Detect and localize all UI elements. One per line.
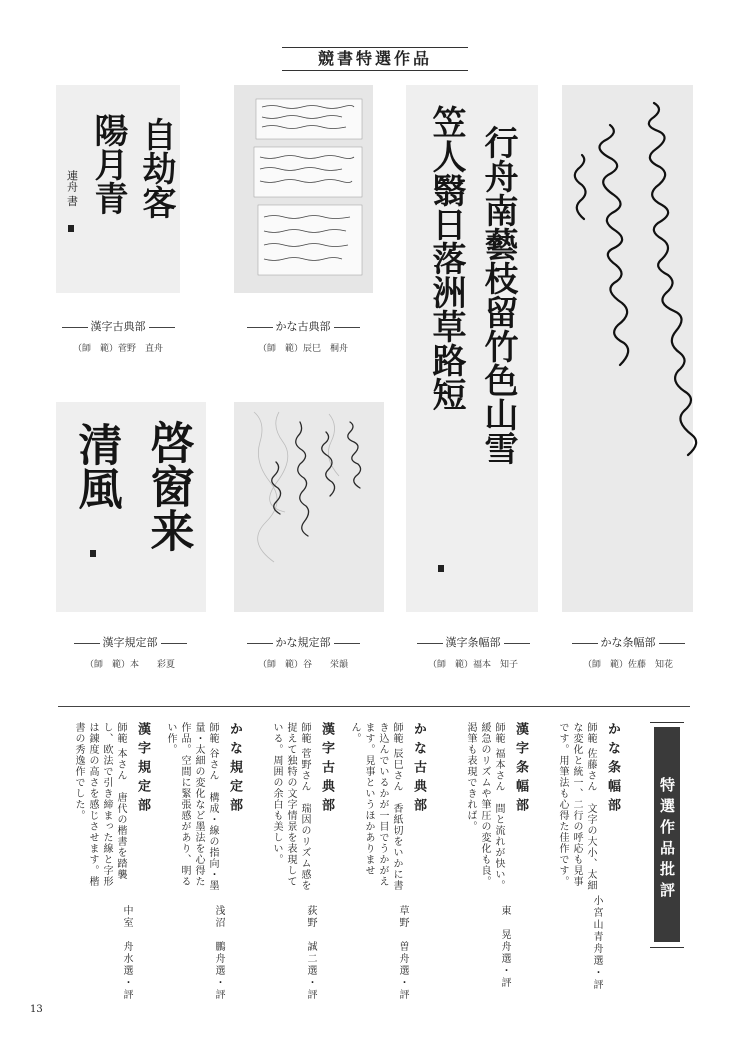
calligraphy-kanji-jofuku: [406, 85, 538, 612]
critique-judge-kanji-kitei: 中室 舟水選・評: [121, 905, 132, 1001]
artwork-kana-koten: [234, 85, 373, 293]
critique-judge-kanji-jofuku: 東 晃舟選・評: [499, 905, 510, 989]
manuscript-kana-koten: [234, 85, 373, 293]
artwork-kanji-kitei: [56, 402, 206, 612]
teacher-kanji-kitei: （師 範）本 彩夏: [84, 660, 175, 670]
critique-body-kanji-jofuku: 師範 福本さん 間と流れが快い。緩急のリズムや筆圧の変化も良。渇筆も表現できれば。: [465, 722, 504, 892]
critique-body-kana-koten: 師範 辰巳さん 香紙切をいかに書き込んでいるかが一目でうかがえます。見事というほかありません。: [349, 722, 402, 892]
brush-signature: 連舟 書: [65, 170, 79, 207]
critique-judge-kana-jofuku: 小宮山青舟選・評: [591, 895, 602, 991]
critique-judge-kana-kitei: 浅沼 鵬舟選・評: [213, 905, 224, 1001]
page-title: 競書特選作品: [282, 47, 468, 71]
brush-text-line-1: 啓窗来: [142, 420, 194, 552]
artwork-kanji-jofuku: [406, 85, 538, 612]
calligraphy-kana-kitei: [234, 402, 384, 612]
critique-body-kana-jofuku: 師範 佐藤さん 文字の大小、太細な変化と統一、二行の呼応も見事です。用筆法も心得た佳作です。: [557, 722, 596, 892]
critique-heading-kanji-koten: 漢字古典部: [319, 722, 334, 817]
critique-heading-kanji-kitei: 漢字規定部: [135, 722, 150, 817]
critique-heading-kana-koten: かな古典部: [411, 722, 426, 817]
artwork-kana-jofuku: [562, 85, 693, 612]
caption-kana-jofuku: かな条幅部: [540, 634, 716, 650]
critique-body-kanji-kitei: 師範 本さん 唐代の楷書を踏襲し、欧法で引き締まった線と字形は錬度の高さを感じさせます。楷書の秀逸作でした。: [73, 722, 126, 887]
caption-kanji-koten: 漢字古典部: [30, 318, 206, 334]
badge-rule-bottom: [650, 947, 684, 948]
brush-text-line-2: 陽月青: [88, 113, 128, 215]
calligraphy-kana-jofuku: [562, 85, 693, 612]
critique-badge: 特選作品批評: [654, 727, 680, 942]
seal-stamp: [68, 225, 74, 232]
critique-judge-kanji-koten: 荻野 誠二選・評: [305, 905, 316, 1001]
artwork-kanji-koten: [56, 85, 180, 293]
teacher-kana-kitei: （師 範）谷 栄韻: [257, 660, 348, 670]
caption-kana-kitei: かな規定部: [215, 634, 391, 650]
caption-kanji-kitei: 漢字規定部: [42, 634, 218, 650]
brush-text-line-2: 清風: [70, 422, 122, 510]
brush-text-line-1: 自劫客: [136, 117, 176, 219]
calligraphy-kanji-koten: [56, 85, 180, 293]
page-number: 13: [30, 1004, 43, 1015]
critique-body-kana-kitei: 師範 谷さん 構成・線の指向・墨量・太細の変化など墨法を心得た作品。空間に緊張感があり、明るい作。: [165, 722, 218, 892]
caption-kanji-jofuku: 漢字条幅部: [385, 634, 561, 650]
seal-stamp: [438, 565, 444, 572]
badge-rule-top: [650, 722, 684, 723]
seal-stamp: [90, 550, 96, 557]
critique-body-kanji-koten: 師範 菅野さん 瑞因のリズム感を捉えて独特の文字情景を表現している。周囲の余白も美しい。: [271, 722, 310, 892]
brush-text-line-2: 笠人翳日落洲草路短: [426, 105, 466, 411]
teacher-kana-jofuku: （師 範）佐藤 知花: [582, 660, 673, 670]
critique-heading-kana-kitei: かな規定部: [227, 722, 242, 817]
critique-heading-kanji-jofuku: 漢字条幅部: [513, 722, 528, 817]
brush-text-line-1: 行舟南藝枝留竹色山雪: [478, 125, 518, 465]
critique-heading-kana-jofuku: かな条幅部: [605, 722, 620, 817]
caption-kana-koten: かな古典部: [215, 318, 391, 334]
section-divider: [58, 706, 690, 707]
teacher-kanji-koten: （師 範）菅野 直舟: [72, 344, 163, 354]
artwork-kana-kitei: [234, 402, 384, 612]
critique-judge-kana-koten: 草野 曽舟選・評: [397, 905, 408, 1001]
calligraphy-kanji-kitei: [56, 402, 206, 612]
teacher-kana-koten: （師 範）辰巳 桐舟: [257, 344, 348, 354]
teacher-kanji-jofuku: （師 範）福本 知子: [427, 660, 518, 670]
